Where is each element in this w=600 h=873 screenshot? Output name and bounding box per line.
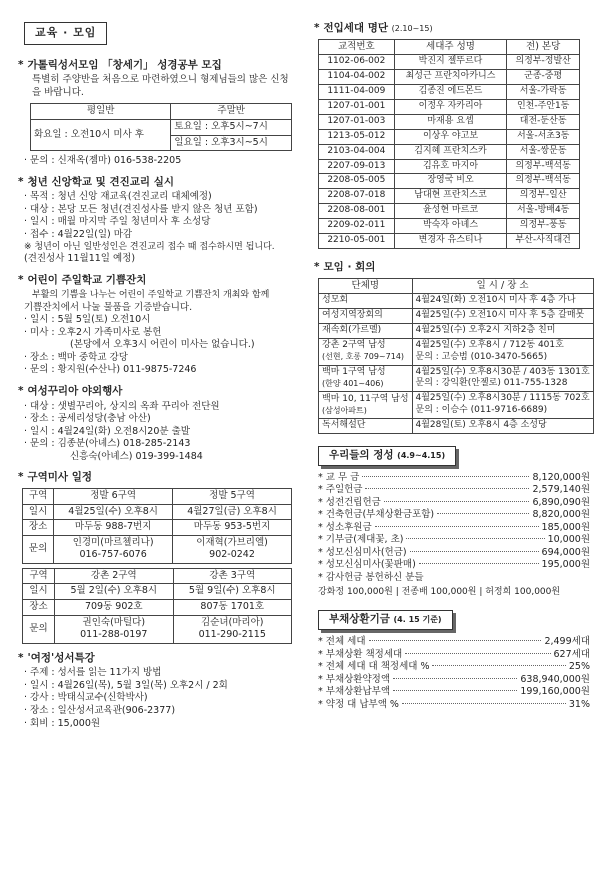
newcomer-row: [319, 100, 580, 115]
newcomer-row: [319, 204, 580, 219]
women-title: * 여성꾸리아 야외행사: [18, 384, 123, 397]
meeting-info: 4월25일(수) 오후8시 / 712동 401호 문의 : 고승범 (010-3470-5665): [412, 338, 593, 365]
newcomers-block: [314, 22, 590, 249]
journey-block: * '여정'성서특강 · 주제 : 성서를 읽는 11가지 방법 · 일시 : 4월26일(목), 5월 3일(목) 오후2시 / 2회 · 강사 : 박태식교수(신학박사) · 장소 : 일산성서교육관(906-2377) · 회비 : 15,000원: [18, 652, 306, 731]
newcomer-row: [319, 189, 580, 204]
newcomer-cell: 2210-05-001: [319, 233, 395, 248]
youth-title: * 청년 신앙학교 및 견진교리 실시: [18, 175, 174, 188]
amount-row: * 성모신심미사(꽃판매) 195,000원: [318, 559, 590, 571]
amount-row: * 부채상환납부액 199,160,000원: [318, 686, 590, 698]
dotted-leader: [402, 703, 566, 704]
debt-list: [314, 636, 590, 711]
newcomer-cell: 이상우 야고보: [394, 129, 507, 144]
childrens-day-block: * 어린이 주일학교 기쁨잔치 부활의 기쁨을 나누는 어린이 주일학교 기쁨잔치 개최와 함께 기쁨잔치에서 나눌 물품을 기증받습니다. · 일시 : 5월 5일(토) 오전10시 · 미사 : 오후2시 가족미사로 봉헌 (본당에서 오후3시 어린이 미사는 없습니다.) · 장소 : 백마 중학교 강당 · 문의 : 황지원(수산나) 011-9875-7246: [18, 274, 306, 377]
newcomer-cell: 서울-서초3동: [507, 129, 580, 144]
catechism-desc: 을 바랍니다.: [32, 86, 84, 98]
catechism-block: [18, 59, 306, 168]
newcomer-cell: 김유호 마지아: [394, 159, 507, 174]
meetings-rows: [319, 294, 594, 434]
newcomer-cell: 박숙자 아녜스: [394, 219, 507, 234]
newcomer-row: [319, 159, 580, 174]
newcomer-row: [319, 70, 580, 85]
dotted-leader: [362, 476, 529, 477]
dotted-leader: [384, 501, 530, 502]
dotted-leader: [410, 551, 539, 552]
newcomer-cell: 의정부-풍동: [507, 219, 580, 234]
newcomer-cell: 의정부-정발산: [507, 55, 580, 70]
district-mass-table-2: 구역 강촌 2구역 강촌 3구역 일시 5월 2일(수) 오후8시 5월 9일(수) 오후8시 장소 709동 902호 807동 1701호 문의 권인숙(마틸다) 011-288-0197 김순녀(마리아) 011-290-2115: [22, 568, 292, 644]
section-title: 교육 · 모임: [24, 22, 107, 45]
newcomer-cell: 1104-04-002: [319, 70, 395, 85]
meeting-group: 백마 10, 11구역 남성 (삼성아파트): [319, 392, 413, 419]
newcomer-cell: 인천-주안1동: [507, 100, 580, 115]
newcomer-cell: 윤성현 마르코: [394, 204, 507, 219]
newcomer-cell: 의정부-백석동: [507, 174, 580, 189]
amount-row: * 부채상환약정액 638,940,000원: [318, 673, 590, 685]
offerings-title: 우리들의 정성 (4.9~4.15): [318, 446, 456, 466]
amount-row: * 성모신심미사(헌금) 694,000원: [318, 546, 590, 558]
newcomer-row: [319, 233, 580, 248]
meeting-group: 여성지역장회의: [319, 309, 413, 324]
meeting-row: [319, 338, 594, 365]
dotted-leader: [393, 690, 517, 691]
district-mass-title: * 구역미사 일정: [18, 471, 93, 484]
newcomer-cell: 장영국 비오: [394, 174, 507, 189]
newcomer-cell: 서울-쌍문동: [507, 144, 580, 159]
newcomer-cell: 변경자 유스티나: [394, 233, 507, 248]
amount-row: * 전체 세대 2,499세대: [318, 636, 590, 648]
meeting-group: 백마 1구역 남성 (한양 401~406): [319, 365, 413, 392]
dotted-leader: [375, 526, 539, 527]
newcomer-cell: 의정부-백석동: [507, 159, 580, 174]
childrens-day-title: * 어린이 주일학교 기쁨잔치: [18, 273, 147, 286]
donors-line: 강화정 100,000원 | 전종배 100,000원 | 허정희 100,000원: [318, 586, 561, 597]
dotted-leader: [393, 678, 517, 679]
offerings-block: [314, 434, 590, 599]
dotted-leader: [432, 665, 565, 666]
newcomer-cell: 군종-중평: [507, 70, 580, 85]
newcomer-cell: 김지혜 프란치스카: [394, 144, 507, 159]
newcomer-cell: 1111-04-009: [319, 85, 395, 100]
newcomer-cell: 부산-사직대건: [507, 233, 580, 248]
newcomers-rows: [319, 55, 580, 248]
weekday-cell: 화요일 : 오전10시 미사 후: [31, 119, 171, 150]
newcomer-cell: 김종진 에드몬드: [394, 85, 507, 100]
amount-row: * 건축헌금(부채상환금포함) 8,820,000원: [318, 509, 590, 521]
newcomer-cell: 2208-05-005: [319, 174, 395, 189]
newcomer-cell: 1102-06-002: [319, 55, 395, 70]
dotted-leader: [406, 538, 544, 539]
meetings-title: * 모임 · 회의: [314, 260, 376, 273]
catechism-contact: · 문의 : 신재옥(젬마) 016-538-2205: [24, 155, 182, 167]
meeting-row: [319, 392, 594, 419]
amount-row: * 성전건립헌금 6,890,090원: [318, 496, 590, 508]
meeting-info: 4월25일(수) 오전10시 미사 후 5층 갈매못: [412, 309, 593, 324]
meeting-group: 재속회(가르멜): [319, 323, 413, 338]
newcomers-title: * 전입세대 명단 (2.10~15): [314, 22, 433, 34]
newcomer-row: [319, 144, 580, 159]
offerings-list: [314, 472, 590, 572]
newcomer-cell: 서울-가락동: [507, 85, 580, 100]
newcomer-row: [319, 114, 580, 129]
debt-block: [314, 598, 590, 711]
left-column: [18, 0, 306, 730]
newcomer-cell: 대전-둔산동: [507, 114, 580, 129]
newcomer-cell: 이정우 자카리아: [394, 100, 507, 115]
meeting-info: 4월25일(수) 오후8시30분 / 1115동 702호 문의 : 이승수 (011-9716-6689): [412, 392, 593, 419]
amount-row: * 부채상환 책정세대 627세대: [318, 648, 590, 660]
newcomer-cell: 1213-05-012: [319, 129, 395, 144]
newcomer-cell: 1207-01-003: [319, 114, 395, 129]
dotted-leader: [365, 488, 529, 489]
amount-row: * 성소후원금 185,000원: [318, 521, 590, 533]
thanks-line: * 감사헌금 봉헌하신 분들: [318, 572, 424, 584]
newcomer-cell: 최성근 프란치아카니스: [394, 70, 507, 85]
dotted-leader: [369, 640, 542, 641]
dotted-leader: [405, 653, 550, 654]
col-header: 평일반: [31, 104, 171, 120]
newcomer-cell: 1207-01-001: [319, 100, 395, 115]
newcomer-row: [319, 219, 580, 234]
meeting-group: 성모회: [319, 294, 413, 309]
newcomer-cell: 2209-02-011: [319, 219, 395, 234]
star-icon: *: [18, 58, 24, 71]
meeting-row: [319, 419, 594, 434]
newcomer-cell: 2208-07-018: [319, 189, 395, 204]
women-block: * 여성꾸리아 야외행사 · 대상 : 샛별꾸리아, 상지의 옥좌 꾸리아 전단원 · 장소 : 공세리성당(충남 아산) · 일시 : 4월24일(화) 오전8시20분 출발 · 문의 : 김종분(아녜스) 018-285-2143 신흥숙(아녜스) 019-399-1484: [18, 385, 306, 464]
col-header: 주말반: [171, 104, 292, 120]
meeting-row: [319, 294, 594, 309]
meeting-row: [319, 309, 594, 324]
amount-row: * 약정 대 납부액 % 31%: [318, 698, 590, 710]
meeting-group: 강촌 2구역 남성 (선현, 호롱 709~714): [319, 338, 413, 365]
newcomer-cell: 서울-방배4동: [507, 204, 580, 219]
newcomer-cell: 마재용 요셉: [394, 114, 507, 129]
amount-row: * 주일헌금 2,579,140원: [318, 484, 590, 496]
catechism-title: * 가톨릭성서모임 「창세기」 성경공부 모집: [18, 58, 222, 71]
newcomer-cell: 남대현 프란치스코: [394, 189, 507, 204]
newcomer-cell: 의정부-일산: [507, 189, 580, 204]
catechism-desc: 특별히 주양반을 처음으로 마련하였으니 형제님들의 많은 신청: [32, 74, 289, 86]
right-column: [314, 0, 590, 711]
amount-row: * 전체 세대 대 책정세대 % 25%: [318, 661, 590, 673]
newcomer-row: [319, 129, 580, 144]
newcomer-row: [319, 85, 580, 100]
district-mass-block: [18, 471, 306, 643]
newcomer-cell: 2208-08-001: [319, 204, 395, 219]
dotted-leader: [437, 513, 529, 514]
meetings-block: [314, 261, 590, 434]
weekend-cell: 토요일 : 오후5시~7시 일요일 : 오후3시~5시: [171, 119, 292, 150]
youth-block: * 청년 신앙학교 및 견진교리 실시 · 목적 : 청년 신앙 재교육(견진교리 대체예정) · 대상 : 본당 모든 청년(견진성사를 받지 않은 청년 포함) · 일시 : 매월 마지막 주일 청년미사 후 소성당 · 접수 : 4월22일(일) 마감 ※ 청년이 아닌 일반성인은 견진교리 접수 때 접수하시면 됩니다. (견진성사 11월11일 예정): [18, 176, 306, 266]
newcomer-cell: 박진지 젤뚜르다: [394, 55, 507, 70]
catechism-table: [30, 103, 292, 151]
newcomer-cell: 2103-04-004: [319, 144, 395, 159]
newcomers-table: 교적번호 세대주 성명 전) 본당 1102-06-002 박진지 젤뚜르다 의정부-정발산 1104-04-002 최성근 프란치아카니스 군종-중평 1111-04-009 김종진 에드몬드 서울-가락동 1207-01-001 이정우 자카리아 인천-주안1동 1207-01-003 마재용 요셉 대전-둔산동 1213-05-012 이상우 야고보 서울-서초3동 2103-04-004 김지혜 프란치스카 서울-쌍문동 2207-09-013 김유호 마지아 의정부-백석동 2208-05-005 장영국 비오 의정부-백석동 2208-07-018 남대현 프란치스코 의정부-일산 2208-08-001 윤성현 마르코 서울-방배4동 2209-02-011 박숙자 아녜스 의정부-풍동 2210-05-001 변경자 유스티나 부산-사직대건: [318, 39, 580, 249]
meeting-info: 4월28일(토) 오후8시 4층 소성당: [412, 419, 593, 434]
meeting-info: 4월25일(수) 오후2시 지하2층 친미: [412, 323, 593, 338]
debt-title: 부채상환기금 (4. 15 기준): [318, 610, 453, 630]
amount-row: * 기부금(제대꽃, 초) 10,000원: [318, 534, 590, 546]
district-mass-table-1: 구역 정발 6구역 정발 5구역 일시 4월25일(수) 오후8시 4월27일(금) 오후8시 장소 마두동 988-7번지 마두동 953-5번지 문의 인경미(마르첼리나) 016-757-6076 이재혁(가브리엘) 902-0242: [22, 488, 292, 564]
meeting-row: [319, 323, 594, 338]
dotted-leader: [419, 563, 539, 564]
meeting-info: 4월24일(화) 오전10시 미사 후 4층 가나: [412, 294, 593, 309]
meeting-group: 독서해설단: [319, 419, 413, 434]
meeting-info: 4월25일(수) 오후8시30분 / 403동 1301호 문의 : 강익환(안젤로) 011-755-1328: [412, 365, 593, 392]
amount-row: * 교 무 금 8,120,000원: [318, 471, 590, 483]
newcomer-row: [319, 55, 580, 70]
meetings-table: 단체명 일 시 / 장 소 성모회 4월24일(화) 오전10시 미사 후 4층 가나 여성지역장회의 4월25일(수) 오전10시 미사 후 5층 갈매못 재속회(가르멜) 4월25일(수) 오후2시 지하2층 친미 강촌 2구역 남성 (선현, 호롱 709~714) 4월25일(수) 오후8시 / 712동 401호 문의 : 고승범 (010-3470-5665) 백마 1구역 남성 (한양 401~406) 4월25일(수) 오후8시30분 / 403동 1301호 문의 : 강익환(안젤로) 011-755-1328 백마 10, 11구역 남성 (삼성아파트) 4월25일(수) 오후8시30분 / 1115동 702호 문의 : 이승수 (011-9716-6689) 독서해설단 4월28일(토) 오후8시 4층 소성당: [318, 278, 594, 434]
meeting-row: [319, 365, 594, 392]
newcomer-row: [319, 174, 580, 189]
newcomer-cell: 2207-09-013: [319, 159, 395, 174]
journey-title: * '여정'성서특강: [18, 651, 95, 664]
